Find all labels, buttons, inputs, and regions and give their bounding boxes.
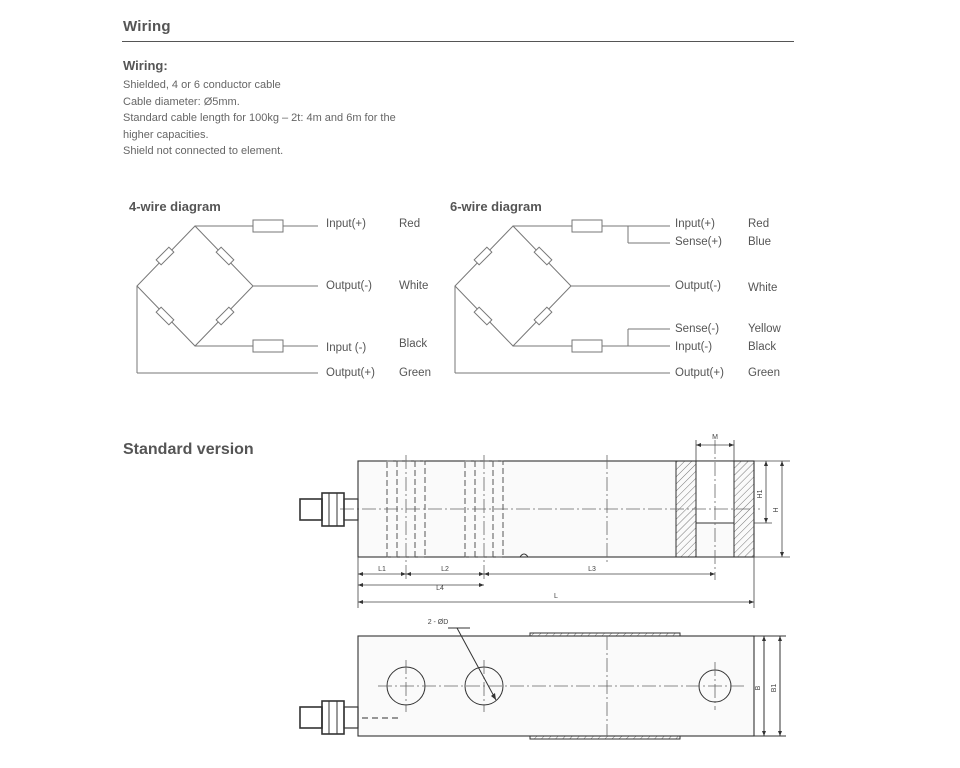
dim-l3: L3 (588, 566, 596, 573)
d6-sense-pos: Sense(+) (675, 236, 722, 248)
top-view (300, 628, 786, 739)
d6-input-pos-color: Red (748, 218, 770, 230)
d4-output-neg-color: White (399, 280, 429, 292)
d4-output-neg: Output(-) (326, 280, 373, 292)
d4-input-neg-color: Black (399, 338, 428, 350)
d6-sense-pos-color: Blue (748, 236, 772, 248)
d4-output-pos-color: Green (399, 367, 431, 379)
section-title: Wiring (123, 18, 171, 35)
standard-version-title: Standard version (123, 441, 254, 458)
dim-m: M (712, 434, 718, 441)
d6-output-pos: Output(+) (675, 367, 724, 379)
dim-l: L (554, 593, 558, 600)
d6-output-neg: Output(-) (675, 280, 722, 292)
spec-line: Shield not connected to element. (123, 145, 284, 157)
spec-line: Standard cable length for 100kg – 2t: 4m and 6m for the (123, 112, 396, 124)
d6-input-neg: Input(-) (675, 341, 713, 353)
four-wire-bridge (137, 220, 318, 373)
d6-sense-neg: Sense(-) (675, 323, 720, 335)
dim-b1: B1 (771, 683, 778, 693)
d4-output-pos: Output(+) (326, 367, 375, 379)
d6-output-neg-color: White (748, 282, 778, 294)
d6-sense-neg-color: Yellow (748, 323, 781, 335)
four-wire-title: 4-wire diagram (129, 199, 221, 214)
spec-line: Cable diameter: Ø5mm. (123, 95, 240, 108)
d4-input-neg: Input (-) (326, 342, 367, 354)
dim-l1: L1 (378, 566, 386, 573)
d4-input-pos-color: Red (399, 218, 421, 230)
front-view (300, 440, 760, 580)
six-wire-title: 6-wire diagram (450, 199, 542, 214)
wiring-subtitle: Wiring: (123, 58, 168, 73)
dim-l4: L4 (436, 585, 444, 592)
spec-line: higher capacities. (123, 128, 209, 141)
dim-h1: H1 (757, 489, 764, 499)
d6-input-pos: Input(+) (675, 218, 715, 230)
dim-d: 2 - ØD (427, 619, 449, 626)
d6-input-neg-color: Black (748, 341, 777, 353)
dim-l2: L2 (441, 566, 449, 573)
six-wire-bridge (455, 220, 670, 373)
dim-b: B (755, 685, 762, 691)
spec-line: Shielded, 4 or 6 conductor cable (123, 79, 281, 91)
dim-h: H (773, 507, 780, 513)
d4-input-pos: Input(+) (326, 218, 366, 230)
d6-output-pos-color: Green (748, 367, 780, 379)
